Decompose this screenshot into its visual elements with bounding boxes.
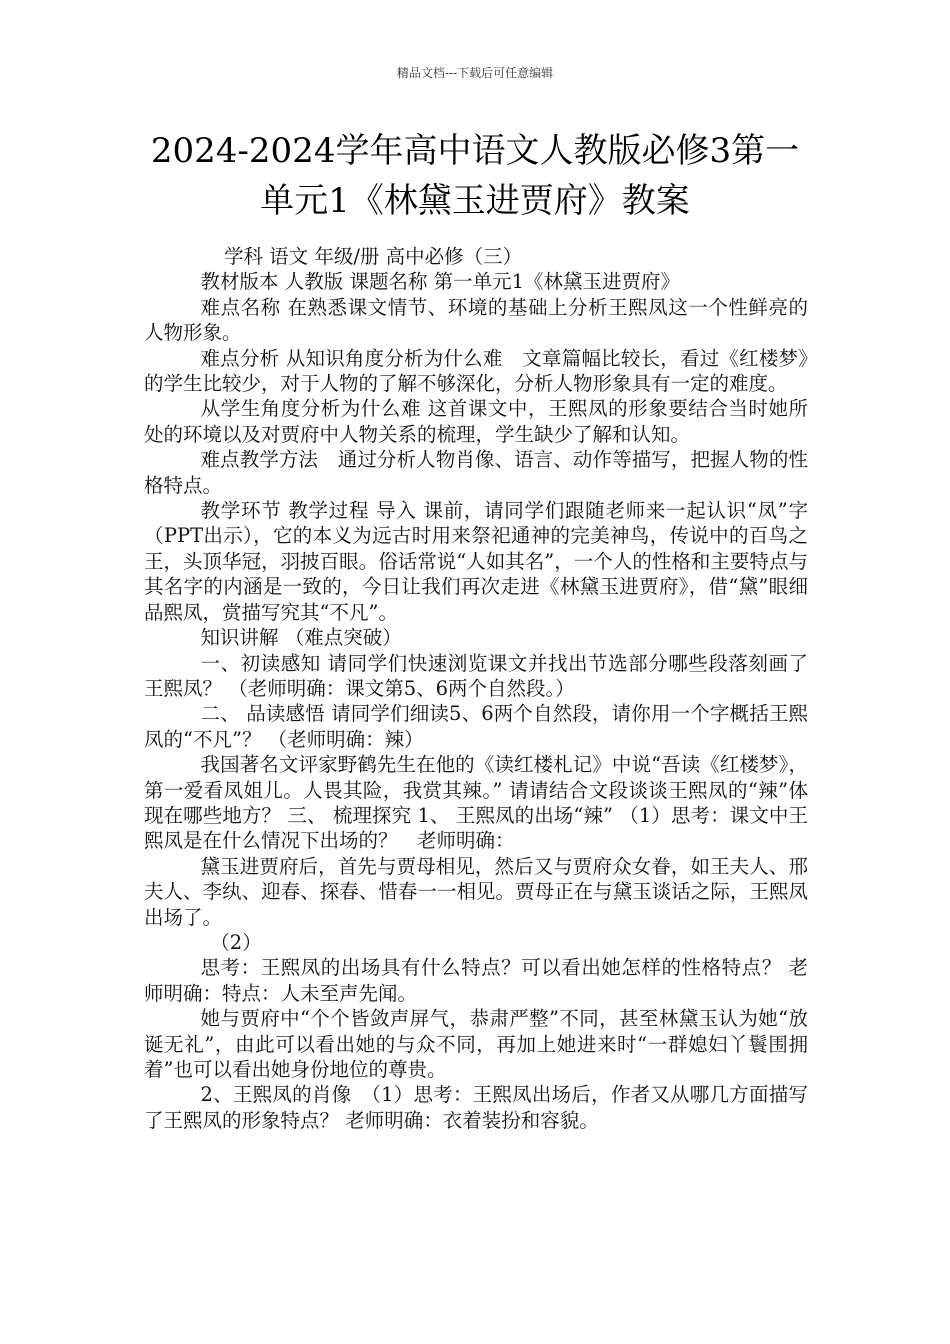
textbook-line: 教材版本 人教版 课题名称 第一单元1《林黛玉进贾府》 [200, 270, 681, 294]
title-line-2: 单元1《林黛玉进贾府》教案 [260, 181, 690, 221]
step-two: 二、 品读感悟 请同学们细读5、6两个自然段，请你用一个字概括王熙凤的“不凡”？ （老师明确：辣） [144, 702, 808, 751]
item-number: （2） [210, 930, 262, 954]
subject-line: 学科 语文 年级/册 高中必修（三） [223, 245, 523, 268]
student-perspective: 从学生角度分析为什么难 这首课文中，王熙凤的形象要结合当时她所处的环境以及对贾府中人物关系的梳理，学生缺少了解和认知。 [144, 397, 808, 446]
page-header: 精品文档---下载后可任意编辑 [396, 66, 554, 80]
answer-paragraph: 黛玉进贾府后，首先与贾母相见，然后又与贾府众女眷，如王夫人、邢夫人、李纨、迎春、探春、惜春一一相见。贾母正在与黛玉谈话之际，王熙凤出场了。 [144, 854, 808, 929]
analysis-paragraph: 她与贾府中“个个皆敛声屏气，恭肃严整”不同，甚至林黛玉认为她“放诞无礼”，由此可以看出她的与众不同，再加上她进来时“一群媳妇丫鬟围拥着”也可以看出她身份地位的尊贵。 [144, 1007, 808, 1081]
section-heading: 知识讲解 （难点突破） [200, 626, 402, 650]
difficulty-name: 难点名称 在熟悉课文情节、环境的基础上分析王熙凤这一个性鲜亮的人物形象。 [144, 295, 808, 345]
title-line-1: 2024-2024学年高中语文人教版必修3第一 [150, 131, 800, 171]
step-one: 一、初读感知 请同学们快速浏览课文并找出节选部分哪些段落刻画了王熙凤？ （老师明确：课文第5、6两个自然段。） [144, 651, 808, 700]
portrait-paragraph: 2、王熙凤的肖像 （1）思考：王熙凤出场后，作者又从哪几方面描写了王熙凤的形象特点？ 老师明确：衣着装扮和容貌。 [144, 1083, 808, 1132]
document-title [100, 126, 850, 226]
teaching-process: 教学环节 教学过程 导入 课前，请同学们跟随老师来一起认识“凤”字（PPT出示），它的本义为远古时用来祭祀通神的完美神鸟，传说中的百鸟之王，头顶华冠，羽披百眼。俗话常说“人如其名”，一个人的性格和主要特点与其名字的内涵是一致的，今日让我们再次走进《林黛玉进贾府》，借“黛”眼细品熙凤，赏描写究其“不凡”。 [144, 499, 808, 624]
quote-paragraph: 我国著名文评家野鹤先生在他的《读红楼札记》中说“吾读《红楼梦》，第一爱看凤姐儿。人畏其险，我赏其辣。” 请请结合文段谈谈王熙凤的“辣”体现在哪些地方？ 三、 梳理探究 1、 王熙凤的出场“辣” （1）思考：课文中王熙凤是在什么情况下出场的？ 老师明确： [144, 753, 808, 853]
question-paragraph: 思考：王熙凤的出场具有什么特点？可以看出她怎样的性格特点？ 老师明确：特点：人未至声先闻。 [144, 956, 808, 1005]
teaching-method: 难点教学方法 通过分析人物肖像、语言、动作等描写，把握人物的性格特点。 [144, 448, 808, 497]
difficulty-analysis: 难点分析 从知识角度分析为什么难 文章篇幅比较长，看过《红楼梦》的学生比较少，对于人物的了解不够深化，分析人物形象具有一定的难度。 [144, 346, 808, 396]
document-body [144, 244, 808, 1133]
